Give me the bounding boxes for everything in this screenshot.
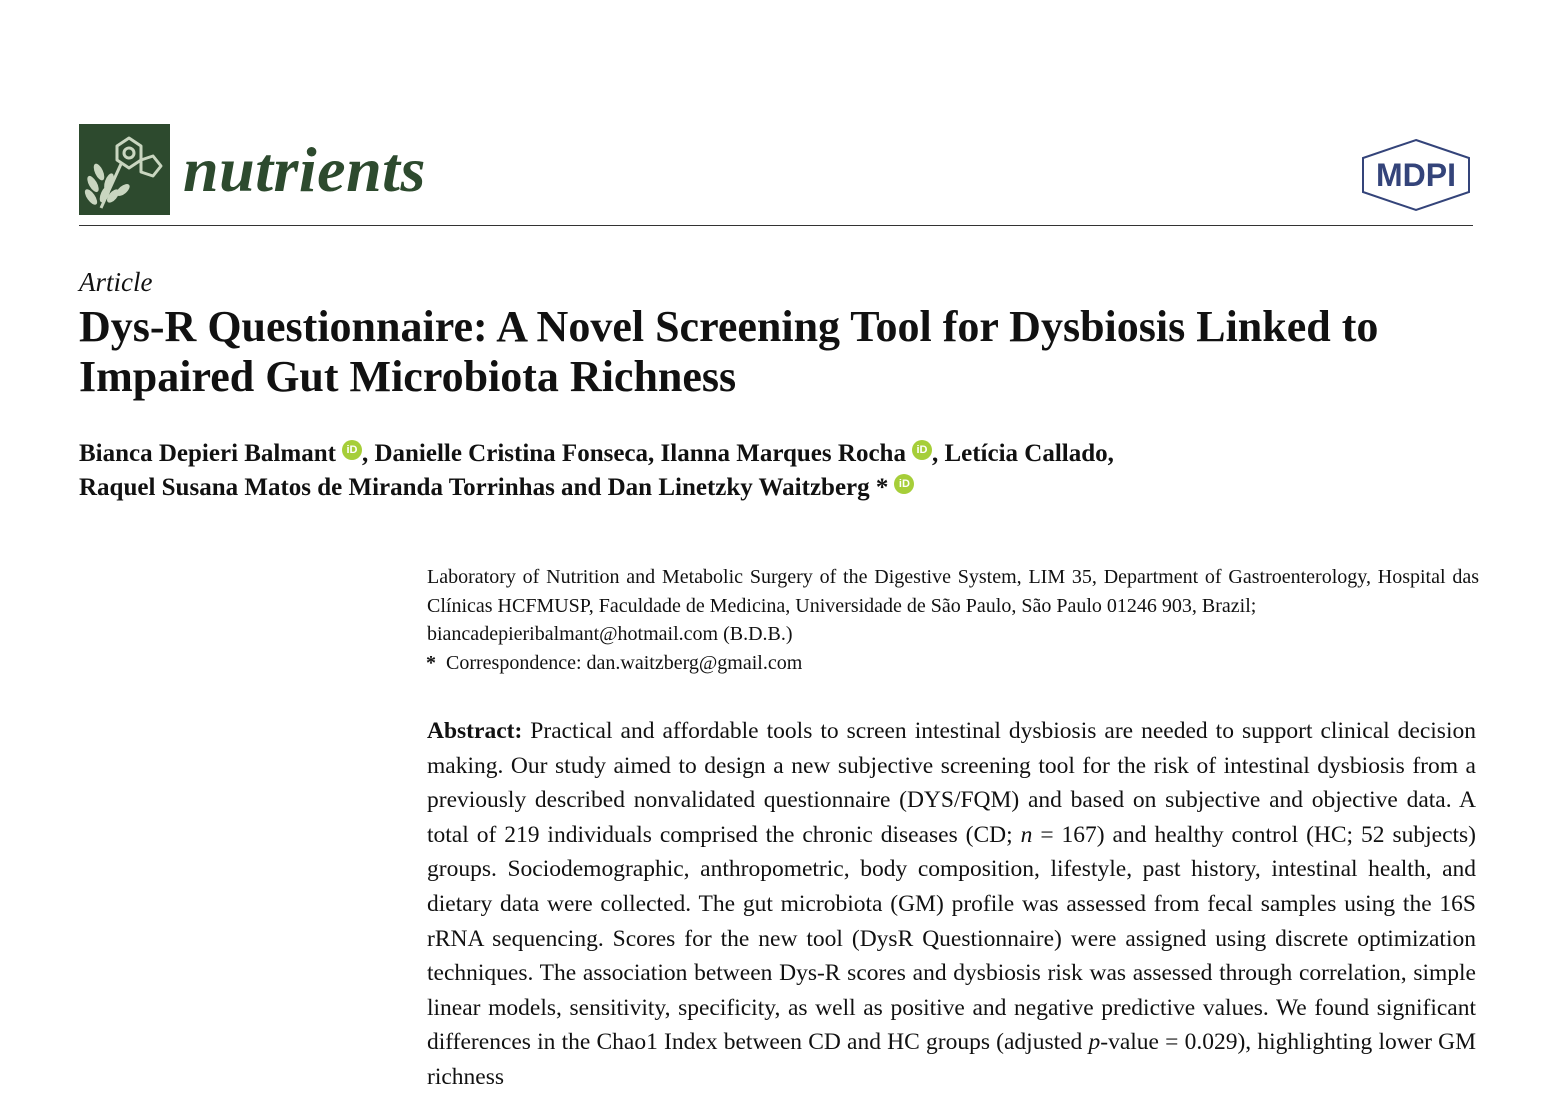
journal-header — [79, 124, 1473, 226]
affiliation-text: Laboratory of Nutrition and Metabolic Surgery of the Digestive System, LIM 35, Department of Gastroenterology, Hospital das Clínicas HCFMUSP, Faculdade de Medicina, Universidade de São Paulo, São Paulo 01246 903, Brazil; — [427, 566, 1479, 617]
author-separator: and — [554, 474, 608, 501]
author-name[interactable]: Letícia Callado — [944, 440, 1108, 467]
molecule-wheat-icon — [79, 124, 170, 215]
author-separator: , — [361, 440, 375, 467]
abstract — [427, 714, 1476, 1095]
abstract-text: = 167) and healthy control (HC; 52 subjects) groups. Sociodemographic, anthropometric, body composition, lifestyle, past history, intestinal health, and dietary data were collected. The gut microbiota (GM) profile was assessed from fecal samples using the 16S rRNA sequencing. Scores for the new tool (DysR Questionnaire) were assigned using discrete optimization techniques. The association between Dys-R scores and dysbiosis risk was assessed through correlation, simple linear models, sensitivity, specificity, as well as positive and negative predictive values. We found significant differences in the Chao1 Index between CD and HC groups (adjusted — [427, 821, 1476, 1056]
header-divider — [79, 225, 1473, 226]
author-name[interactable]: Danielle Cristina Fonseca — [374, 440, 649, 467]
author-separator: , — [1107, 440, 1114, 467]
affiliation — [427, 563, 1479, 649]
publisher-logo — [1359, 138, 1473, 212]
author-separator: , — [648, 440, 661, 467]
correspondence — [426, 649, 802, 678]
orcid-icon[interactable]: iD — [912, 440, 932, 460]
author-separator: , — [931, 440, 945, 467]
journal-name: nutrients — [183, 134, 426, 205]
abstract-text: Practical and affordable tools to screen intestinal dysbiosis are needed to support clinical decision making. Our study aimed to design a new subjective screening tool for the risk of intestinal dysbiosis from a previously described nonvalidated questionnaire (DYS/FQM) and based on subjective and objective data. A total of 219 individuals comprised the chronic diseases (CD; — [427, 718, 1476, 848]
author-email[interactable]: biancadepieribalmant@hotmail.com (B.D.B.) — [427, 623, 793, 645]
author-list — [79, 437, 1479, 505]
p-value-var: p — [1088, 1029, 1101, 1056]
correspondence-mark: * — [426, 652, 436, 674]
article-type: Article — [79, 267, 153, 297]
journal-logo — [79, 124, 170, 215]
abstract-label: Abstract: — [427, 718, 523, 744]
author-name[interactable]: Ilanna Marques Rocha — [660, 440, 906, 467]
article-title: Dys-R Questionnaire: A Novel Screening Tool for Dysbiosis Linked to Impaired Gut Microbiota Richness — [79, 302, 1379, 401]
corresponding-mark: * — [869, 474, 889, 501]
author-name[interactable]: Raquel Susana Matos de Miranda Torrinhas — [79, 474, 555, 501]
orcid-icon[interactable]: iD — [342, 440, 362, 460]
author-name[interactable]: Dan Linetzky Waitzberg — [607, 474, 870, 501]
author-name[interactable]: Bianca Depieri Balmant — [79, 440, 336, 467]
correspondence-email[interactable]: Correspondence: dan.waitzberg@gmail.com — [446, 652, 803, 674]
abstract-text: -value = 0.029), highlighting lower GM richness — [427, 1029, 1477, 1090]
publisher-name: MDPI — [1376, 157, 1456, 193]
orcid-icon[interactable]: iD — [894, 474, 914, 494]
sample-size-var: n — [1020, 821, 1033, 848]
